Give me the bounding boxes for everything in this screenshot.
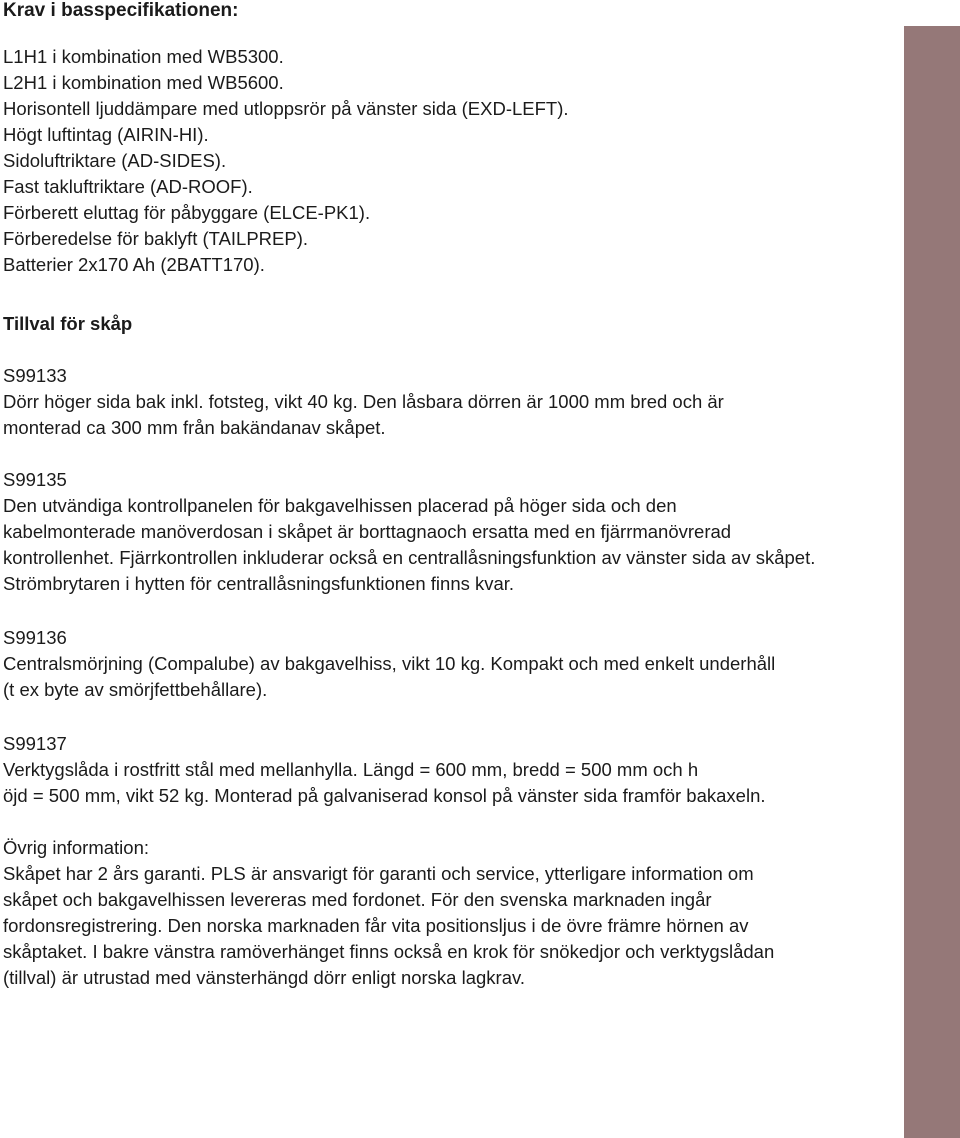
requirement-item: L2H1 i kombination med WB5600. (3, 72, 284, 93)
other-text-line: skåpet och bakgavelhissen levereras med fordonet. För den svenska marknaden ingår (3, 889, 712, 910)
requirement-item: Förberedelse för baklyft (TAILPREP). (3, 228, 309, 249)
option-text-line: (t ex byte av smörjfettbehållare). (3, 679, 268, 700)
option-s99135 (3, 467, 883, 597)
requirement-item: Förberett eluttag för påbyggare (ELCE-PK1). (3, 202, 371, 223)
option-text-line: Strömbrytaren i hytten för centrallåsningsfunktionen finns kvar. (3, 573, 515, 594)
requirements-heading: Krav i basspecifikationen: (3, 0, 239, 21)
option-code: S99137 (3, 733, 67, 754)
brand-sidebar (790, 26, 960, 1138)
option-code: S99133 (3, 365, 67, 386)
option-s99136 (3, 625, 883, 703)
requirement-item: Batterier 2x170 Ah (2BATT170). (3, 254, 265, 275)
other-text-line: (tillval) är utrustad med vänsterhängd dörr enligt norska lagkrav. (3, 967, 526, 988)
option-text-line: kontrollenhet. Fjärrkontrollen inkluderar också en centrallåsningsfunktion av vänster sida av skåpet. (3, 547, 816, 568)
requirements-list (3, 44, 883, 278)
brand-label: VOLVO KONCEPT (790, 46, 821, 270)
requirement-item: Högt luftintag (AIRIN-HI). (3, 124, 209, 145)
option-text-line: Centralsmörjning (Compalube) av bakgavelhiss, vikt 10 kg. Kompakt och med enkelt underhåll (3, 653, 776, 674)
option-text-line: Den utvändiga kontrollpanelen för bakgavelhissen placerad på höger sida och den (3, 495, 677, 516)
option-text-line: öjd = 500 mm, vikt 52 kg. Monterad på galvaniserad konsol på vänster sida framför bakaxeln. (3, 785, 766, 806)
option-text-line: Verktygslåda i rostfritt stål med mellanhylla. Längd = 600 mm, bredd = 500 mm och h (3, 759, 699, 780)
option-text-line: kabelmonterade manöverdosan i skåpet är borttagnaoch ersatta med en fjärrmanövrerad (3, 521, 732, 542)
option-s99137 (3, 731, 883, 809)
requirement-item: Fast takluftriktare (AD-ROOF). (3, 176, 253, 197)
option-s99133 (3, 363, 883, 441)
option-code: S99135 (3, 469, 67, 490)
option-text-line: Dörr höger sida bak inkl. fotsteg, vikt 40 kg. Den låsbara dörren är 1000 mm bred och är (3, 391, 724, 412)
requirement-item: L1H1 i kombination med WB5300. (3, 46, 284, 67)
other-information (3, 835, 883, 991)
other-text-line: Skåpet har 2 års garanti. PLS är ansvarigt för garanti och service, ytterligare information om (3, 863, 754, 884)
option-code: S99136 (3, 627, 67, 648)
options-heading: Tillval för skåp (3, 313, 133, 334)
requirement-item: Horisontell ljuddämpare med utloppsrör på vänster sida (EXD-LEFT). (3, 98, 569, 119)
option-text-line: monterad ca 300 mm från bakändanav skåpet. (3, 417, 386, 438)
other-text-line: skåptaket. I bakre vänstra ramöverhänget finns också en krok för snökedjor och verktygslådan (3, 941, 775, 962)
requirement-item: Sidoluftriktare (AD-SIDES). (3, 150, 227, 171)
other-text-line: fordonsregistrering. Den norska marknaden får vita positionsljus i de övre främre hörnen av (3, 915, 749, 936)
other-heading: Övrig information: (3, 837, 149, 858)
